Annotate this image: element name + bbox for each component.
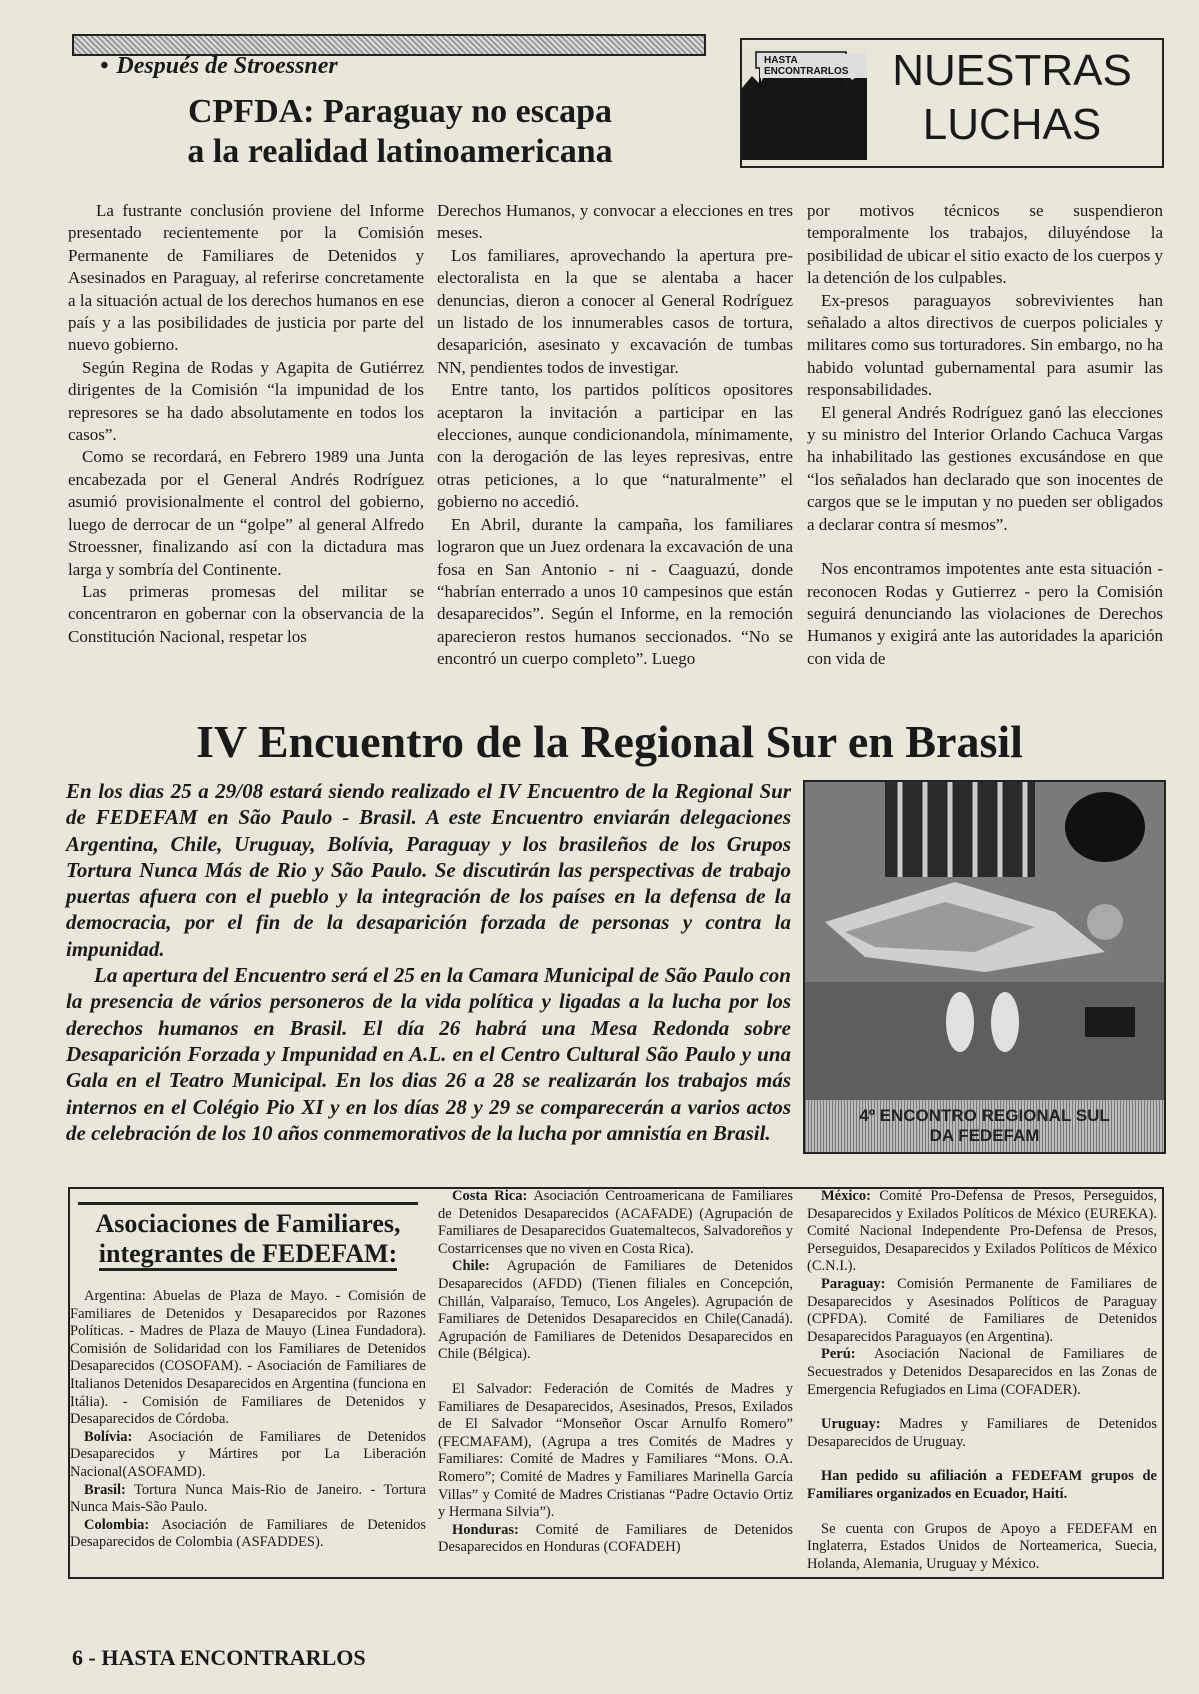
association-text: Comisión Permanente de Familiares de Desaparecidos y Asesinados Políticos de Paraguay (CPFDA). Comité de Familiares de Detenidos Desaparecidos Paraguayos (en Argentina). [807, 1275, 1157, 1345]
association-country: Costa Rica: [452, 1188, 528, 1204]
article1-column-1: La fustrante conclusión proviene del Informe presentado recientemente por la Comisión Permanente de Familiares de Detenidos y Asesinados en Paraguay, al referirse concretamente a la situación actual de los derechos humanos en ese país y a las posibilidades de justicia por parte del nuevo gobierno. Según Regina de Rodas y Agapita de Gutiérrez dirigentes de la Comisión “la impunidad de los represores se ha dado absolutamente en todos los casos”. Como se recordará, en Febrero 1989 una Junta encabezada por el General Andrés Rodríguez asumió provisionalmente el control del gobierno, luego de derrocar de un “golpe” al general Alfredo Stroessner, finalizando así con la dictadura mas larga y sombría del Continente. Las primeras promesas del militar se concentraron en gobernar con la observancia de la Constitución Nacional, respetar los [68, 201, 424, 646]
photo-caption: 4º ENCONTRO REGIONAL SUL DA FEDEFAM [805, 1100, 1164, 1152]
association-country: Paraguay: [821, 1275, 886, 1292]
association-country: Uruguay: [821, 1416, 881, 1433]
association-entry [807, 1346, 1157, 1399]
association-entry [807, 1521, 1157, 1574]
associations-column-3 [807, 1188, 1157, 1573]
association-country: Bolívia: [84, 1428, 133, 1445]
association-text: Han pedido su afiliación a FEDEFAM grupos de Familiares organizados en Ecuador, Haití. [807, 1468, 1157, 1502]
association-text: Asociación de Familiares de Detenidos Desaparecidos de Colombia (ASFADDES). [70, 1516, 426, 1551]
logo-banner-text: HASTA ENCONTRARLOS [760, 54, 867, 78]
association-entry [807, 1276, 1157, 1346]
association-text: Asociación de Familiares de Detenidos Desaparecidos y Mártires por La Liberación Nacional(ASOFAMD). [70, 1428, 426, 1480]
association-entry [438, 1522, 793, 1557]
association-country: Perú: [821, 1346, 856, 1363]
association-text: Agrupación de Familiares de Detenidos Desaparecidos (AFDD) (Tienen filiales en Concepción, Chillán, Valparaíso, Temuco, Los Angeles). Agrupación de Familiares de Detenidos Desaparecidos en Chile(Canadá). Agrupación de Familiares de Detenidos Desaparecidos en Chile (Bélgica). [438, 1258, 793, 1363]
association-country: Honduras: [452, 1521, 519, 1538]
article2-intro: En los dias 25 a 29/08 estará siendo realizado el IV Encuentro de la Regional Sur de FEDEFAM en São Paulo - Brasil. A este Encuentro enviarán delegaciones Argentina, Chile, Uruguay, Bolívia, Paraguay y los brasileños de los Grupos Tortura Nunca Más de Rio y São Paulo. Se discutirán las perspectivas de trabajo puertas afuera con el pueblo y la integración de los países en la defensa de la democracia, por el fin de la desaparición forzada de personas y contra la impunidad. La apertura del Encuentro será el 25 en la Camara Municipal de São Paulo con la presencia de vários personeros de la vida política y ligadas a la lucha por los derechos humanos en Brasil. El día 26 habrá una Mesa Redonda sobre Desaparición Forzada y Impunidad en A.L. en el Centro Cultural São Paulo y una Gala en el Teatro Municipal. En los dias 26 a 28 se realizarán los trabajos más internos en el Colégio Pio XI y en los días 28 y 29 se comparecerán a varios actos de celebración de los 10 años conmemorativos de la lucha por amnistía en Brasil. [66, 779, 791, 1145]
section-kicker: • Después de Stroessner [100, 53, 338, 79]
association-entry [807, 1416, 1157, 1451]
association-entry [70, 1288, 426, 1429]
association-country: Colombia: [84, 1516, 150, 1533]
association-entry [438, 1381, 793, 1522]
page-footer: 6 - HASTA ENCONTRARLOS [72, 1645, 366, 1670]
article1-column-2: Derechos Humanos, y convocar a elecciones en tres meses. Los familiares, aprovechando la apertura pre-electoralista en la que se alentaba a hacer denuncias, dieron a conocer al General Rodríguez un listado de los innumerables casos de tortura, desaparición, asesinato y excavación de tumbas NN, pendientes todos de investigar. Entre tanto, los partidos políticos opositores aceptaron la invitación a participar en las elecciones, aunque condicionandola, mínimamente, con la derogación de las leyes represivas, entre otras peticiones, a lo que “naturalmente” el gobierno no accedió. En Abril, durante la campaña, los familiares lograron que un Juez ordenara la excavación de una fosa en San Antonio - ni - Caaguazú, donde “habrían enterrado a unos 10 campesinos que están desaparecidos”. Según el Informe, en la remoción aparecieron restos humanos seccionados. “No se encontró un cuerpo completo”. Luego [437, 201, 793, 669]
associations-column-1 [70, 1288, 426, 1552]
association-entry [70, 1429, 426, 1482]
association-country: México: [821, 1188, 871, 1204]
article2-title: IV Encuentro de la Regional Sur en Brasil [196, 716, 1023, 767]
association-country: Brasil: [84, 1481, 126, 1498]
associations-heading: Asociaciones de Familiares, integrantes de FEDEFAM: [78, 1202, 418, 1269]
protest-crowd-logo-image [742, 48, 867, 160]
logo-title: NUESTRAS LUCHAS [892, 46, 1132, 149]
association-text: Asociación Centroamericana de Familiares de Detenidos Desaparecidos (ACAFADE) (Agrupación de Familiares de Desaparecidos Guatemaltecos, Salvadoreños y Costarricenses que no viven en Costa Rica). [438, 1188, 793, 1257]
associations-column-2 [438, 1188, 793, 1557]
association-entry [807, 1188, 1157, 1276]
association-text: Comité Pro-Defensa de Presos, Perseguidos, Desaparecidos y Exilados Políticos de México (EUREKA). Comité Nacional Independente Pro-Defensa de Presos, Perseguidos, Desaparecidos y Exilados Políticos de México (C.N.I.). [807, 1188, 1157, 1275]
association-entry [438, 1258, 793, 1364]
association-entry [70, 1482, 426, 1517]
association-text: Argentina: Abuelas de Plaza de Mayo. - Comisión de Familiares de Detenidos y Desaparecidos por Razones Políticas. - Madres de Plaza de Mauyo (Linea Fundadora). Comisión de Solidaridad con los Familiares de Detenidos Desaparecidos (COSOFAM). - Asociación de Familiares de Italianos Detenidos Desaparecidos en Argentina (funciona en Itália). - Comisión de Familiares de Detenidos y Desaparecidos de Córdoba. [70, 1288, 426, 1428]
association-text: Se cuenta con Grupos de Apoyo a FEDEFAM en Inglaterra, Estados Unidos de Norteamerica, Suecia, Holanda, Alemania, Uruguay y México. [807, 1520, 1157, 1572]
association-entry [807, 1468, 1157, 1503]
association-text: Comité de Familiares de Detenidos Desaparecidos en Honduras (COFADEH) [438, 1521, 793, 1556]
association-text: Tortura Nunca Mais-Rio de Janeiro. - Tortura Nunca Mais-São Paulo. [70, 1481, 426, 1516]
association-country: Chile: [452, 1258, 490, 1275]
encuentro-photo [803, 780, 1166, 1154]
association-entry [438, 1188, 793, 1258]
article-headline: CPFDA: Paraguay no escapa a la realidad latinoamericana [187, 93, 613, 170]
article1-column-3: por motivos técnicos se suspendieron temporalmente los trabajos, diluyéndose la posibilidad de ubicar el sitio exacto de los cuerpos y la detención de los culpables. Ex-presos paraguayos sobrevivientes han señalado a altos directivos de cuerpos policiales y militares como sus torturadores. Sin embargo, no ha habido voluntad gubernamental para asumir las responsabilidades. El general Andrés Rodríguez ganó las elecciones y su ministro del Interior Orlando Cachuca Vargas ha inhabilitado las gestiones excusándose en que “los señalados han declarado que son inocentes de cargos que se le imputan y no pueden ser obligados a declarar contra sí mesmos”. Nos encontramos impotentes ante esta situación - reconocen Rodas y Gutierrez - pero la Comisión seguirá denunciando las violaciones de Derechos Humanos y exigirá ante las autoridades la aparición con vida de [807, 201, 1163, 668]
association-text: Madres y Familiares de Detenidos Desaparecidos de Uruguay. [807, 1416, 1157, 1450]
association-text: Asociación Nacional de Familiares de Secuestrados y Detenidos Desaparecidos en las Zonas de Emergencia Refugiados en Lima (COFADER). [807, 1346, 1157, 1398]
association-text: El Salvador: Federación de Comités de Madres y Familiares de Desaparecidos, Asesinados, Presos, Exilados de El Salvador “Monseñor Oscar Arnulfo Romero” (FECMAFAM), (Agrupa a tres Comités de Madres y Familiares: Comité de Madres y Familiares “Mons. O.A. Romero”; Comité de Madres y Familiares Marinella García Villas” y Comité de Madres Cristianas “Padre Octavio Ortiz y Hermana Silvia”). [438, 1380, 793, 1521]
association-entry [70, 1517, 426, 1552]
